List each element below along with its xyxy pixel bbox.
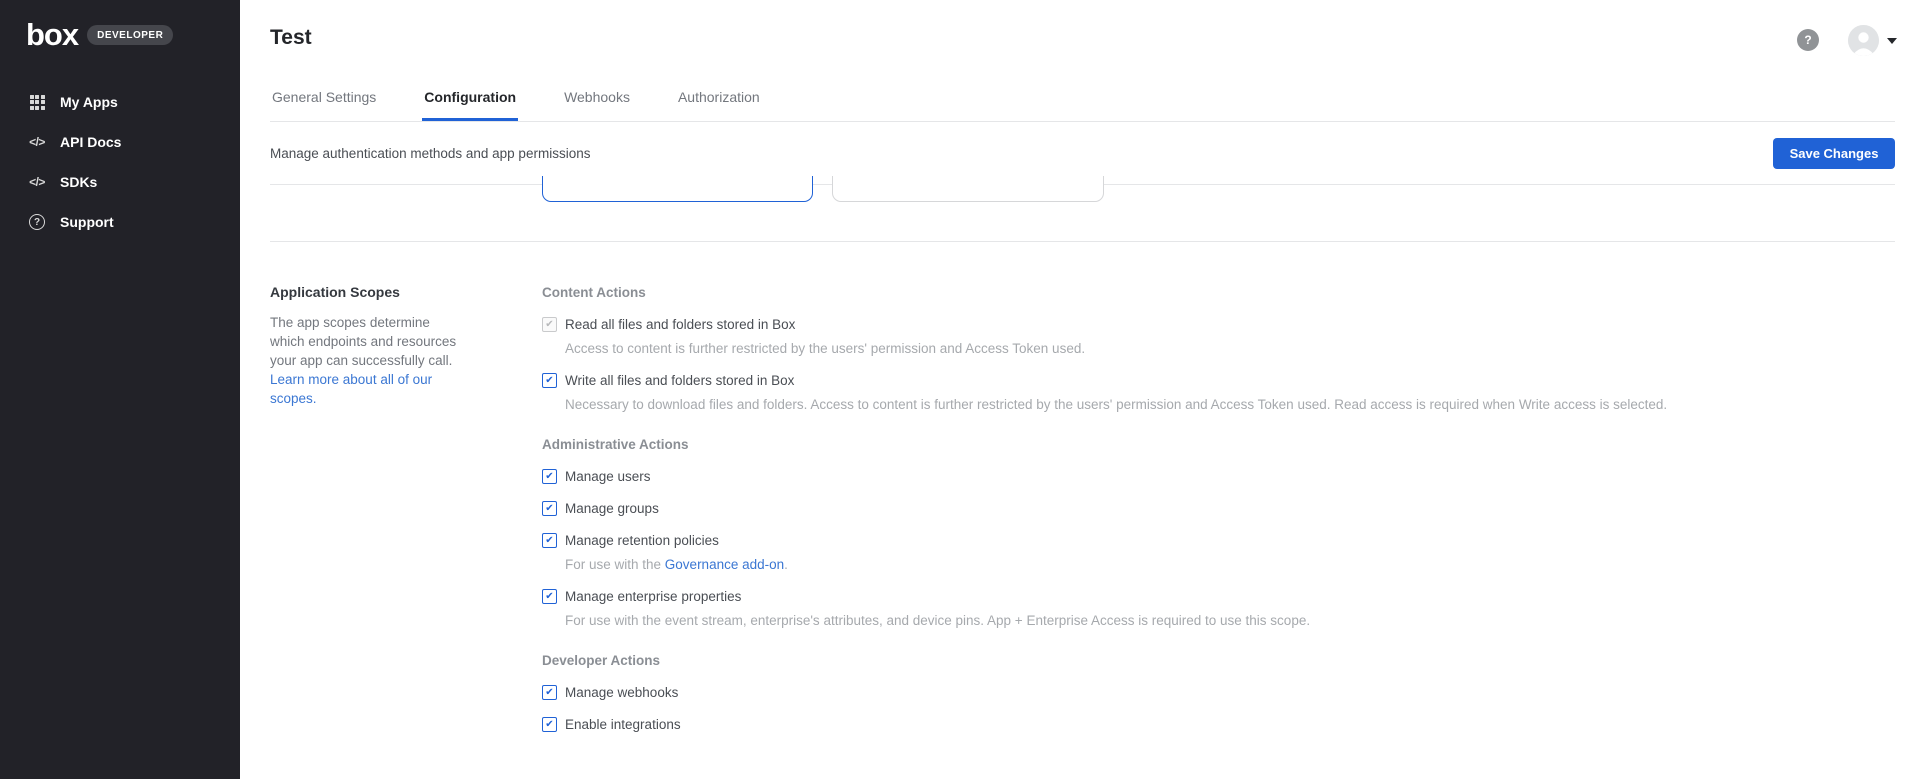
section-divider — [270, 241, 1895, 242]
checkbox-label: Manage users — [565, 469, 651, 484]
checkbox-checked-icon — [542, 533, 557, 548]
help-icon[interactable]: ? — [1797, 29, 1819, 51]
avatar — [1848, 25, 1879, 56]
checkbox-label: Manage retention policies — [565, 533, 719, 548]
checkbox-write-all-files-and-folders-stored-in-box[interactable] — [542, 373, 1915, 388]
sidebar — [0, 0, 240, 779]
sidebar-item-support[interactable] — [0, 202, 240, 242]
checkbox-checked-icon — [542, 717, 557, 732]
page-title: Test — [270, 26, 312, 49]
grid-icon — [27, 95, 47, 110]
tab-configuration[interactable]: Configuration — [422, 75, 518, 121]
checkbox-manage-groups[interactable] — [542, 501, 1915, 516]
sidebar-item-api-docs[interactable] — [0, 122, 240, 162]
code-icon: </> — [29, 175, 45, 189]
scope-sections — [542, 285, 1915, 732]
tab-general-settings[interactable]: General Settings — [272, 89, 377, 105]
toolbar-description: Manage authentication methods and app permissions — [270, 145, 591, 161]
chevron-down-icon — [1887, 38, 1897, 44]
checkbox-manage-webhooks[interactable] — [542, 685, 1915, 700]
logo-row — [0, 0, 240, 50]
sidebar-item-label: Support — [60, 214, 114, 230]
developer-actions-heading: Developer Actions — [542, 653, 661, 668]
helper-text: Access to content is further restricted by the users' permission and Access Token used. — [565, 341, 1086, 356]
learn-more-link[interactable]: Learn more about all of our scopes. — [270, 372, 433, 406]
checkbox-checked-icon — [542, 501, 557, 516]
checkbox-read-all-files-and-folders-stored-in-box[interactable] — [542, 317, 1915, 332]
checkbox-enable-integrations[interactable] — [542, 717, 1915, 732]
helper-text: For use with the Governance add-on. — [565, 557, 788, 572]
checkbox-label: Manage enterprise properties — [565, 589, 742, 604]
checkbox-checked-disabled-icon — [542, 317, 557, 332]
application-scopes-description — [270, 313, 466, 408]
checkbox-checked-icon — [542, 373, 557, 388]
auth-method-card[interactable] — [832, 176, 1104, 202]
sidebar-item-my-apps[interactable] — [0, 82, 240, 122]
main-area — [240, 0, 1915, 779]
save-changes-button[interactable]: Save Changes — [1773, 138, 1895, 169]
auth-method-cards — [240, 176, 1915, 203]
checkbox-checked-icon — [542, 685, 557, 700]
tab-webhooks[interactable]: Webhooks — [564, 89, 630, 105]
content-actions-heading: Content Actions — [542, 285, 646, 300]
checkbox-checked-icon — [542, 589, 557, 604]
helper-text: Necessary to download files and folders. Access to content is further restricted by the users' permission and Access Token used. Read access is required when Write access is selected. — [565, 397, 1668, 412]
application-scopes-heading: Application Scopes — [270, 284, 400, 300]
code-icon: </> — [29, 135, 45, 149]
checkbox-label: Manage webhooks — [565, 685, 679, 700]
application-scopes-intro — [270, 284, 466, 408]
scopes-description-text: The app scopes determine which endpoints and resources your app can successfully call. — [270, 315, 457, 368]
checkbox-label: Enable integrations — [565, 717, 681, 732]
auth-method-card-selected[interactable] — [542, 176, 813, 202]
sidebar-nav — [0, 82, 240, 242]
checkbox-checked-icon — [542, 469, 557, 484]
administrative-actions-heading: Administrative Actions — [542, 437, 689, 452]
checkbox-manage-enterprise-properties[interactable] — [542, 589, 1915, 604]
sidebar-item-label: SDKs — [60, 174, 98, 190]
checkbox-label: Read all files and folders stored in Box — [565, 317, 796, 332]
question-icon: ? — [27, 214, 47, 230]
sidebar-item-label: API Docs — [60, 134, 122, 150]
box-logo[interactable]: box — [26, 17, 79, 52]
checkbox-label: Write all files and folders stored in Box — [565, 373, 795, 388]
tab-bar — [270, 75, 1895, 122]
checkbox-manage-retention-policies[interactable] — [542, 533, 1915, 548]
checkbox-manage-users[interactable] — [542, 469, 1915, 484]
account-menu[interactable] — [1848, 25, 1897, 56]
governance-add-on-link[interactable]: Governance add-on — [664, 557, 785, 572]
sidebar-item-label: My Apps — [60, 94, 118, 110]
helper-text: For use with the event stream, enterprise's attributes, and device pins. App + Enterprise Access is required to use this scope. — [565, 613, 1311, 628]
sidebar-item-sdks[interactable] — [0, 162, 240, 202]
checkbox-label: Manage groups — [565, 501, 659, 516]
developer-badge: DEVELOPER — [87, 25, 173, 45]
tab-authorization[interactable]: Authorization — [677, 89, 760, 105]
